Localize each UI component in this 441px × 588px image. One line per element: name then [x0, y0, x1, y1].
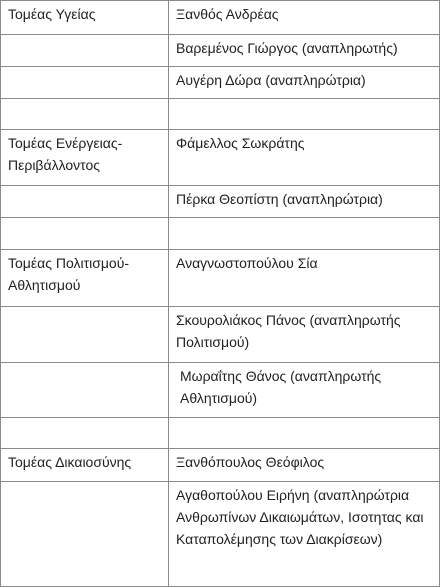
member-cell [169, 250, 440, 307]
sector-cell [1, 250, 169, 307]
table-row [1, 250, 440, 307]
member-name: Ξανθός Ανδρέας [176, 6, 279, 22]
sector-label: Τομέας Δικαιοσύνης [8, 454, 132, 470]
member-name: Ξανθόπουλος Θεόφιλος [176, 454, 325, 470]
sector-label: Τομέας Πολιτισμού-Αθλητισμού [8, 255, 130, 293]
member-cell [169, 67, 440, 99]
member-cell [169, 307, 440, 363]
sector-label [8, 482, 168, 484]
member-cell [169, 449, 440, 482]
sector-cell [1, 218, 169, 250]
member-name: Πέρκα Θεοπίστη (αναπληρώτρια) [176, 191, 383, 207]
member-name: Σκουρολιάκος Πάνος (αναπληρωτής Πολιτισμού) [176, 312, 401, 350]
member-name: Φάμελλος Σωκράτης [176, 135, 305, 151]
member-cell [169, 363, 440, 418]
sector-cell [1, 35, 169, 67]
member-cell [169, 1, 440, 35]
table-row [1, 99, 440, 130]
sector-label: Τομέας Ενέργειας-Περιβάλλοντος [8, 135, 123, 173]
sector-cell [1, 363, 169, 418]
sector-cell [1, 482, 169, 587]
member-cell [169, 186, 440, 218]
member-name: Βαρεμένος Γιώργος (αναπληρωτής) [176, 40, 398, 56]
member-name: Μωραΐτης Θάνος (αναπληρωτής Αθλητισμού) [180, 368, 382, 406]
member-name: Αυγέρη Δώρα (αναπληρώτρια) [176, 72, 366, 88]
member-cell [169, 130, 440, 186]
sector-label [8, 99, 168, 101]
table-row [1, 449, 440, 482]
member-name: Αγαθοπούλου Ειρήνη (αναπληρώτρια Ανθρωπίνων Δικαιωμάτων, Ισοτητας και Καταπολέμησης των Διακρίσεων) [176, 487, 424, 547]
table-row [1, 130, 440, 186]
sector-label [8, 67, 168, 69]
sector-cell [1, 418, 169, 449]
sector-cell [1, 186, 169, 218]
sector-cell [1, 307, 169, 363]
sector-label: Τομέας Υγείας [8, 6, 96, 22]
member-cell [169, 99, 440, 130]
sector-cell [1, 130, 169, 186]
sector-cell [1, 67, 169, 99]
member-cell [169, 482, 440, 587]
sector-label [8, 35, 168, 37]
table-row [1, 186, 440, 218]
table-row [1, 307, 440, 363]
sector-label [8, 363, 168, 365]
table-row [1, 218, 440, 250]
member-name [176, 218, 435, 220]
sector-cell [1, 1, 169, 35]
sector-label [8, 186, 168, 188]
member-name [176, 418, 435, 420]
sector-cell [1, 449, 169, 482]
sector-cell [1, 99, 169, 130]
table-row [1, 363, 440, 418]
member-name: Αναγνωστοπούλου Σία [176, 255, 318, 271]
table-row [1, 67, 440, 99]
member-cell [169, 35, 440, 67]
table-row [1, 1, 440, 35]
member-cell [169, 418, 440, 449]
table-row [1, 35, 440, 67]
sector-label [8, 307, 168, 309]
table-row [1, 482, 440, 587]
table-row [1, 418, 440, 449]
member-name [176, 99, 435, 101]
member-cell [169, 218, 440, 250]
sector-label [8, 218, 168, 220]
sector-label [8, 418, 168, 420]
